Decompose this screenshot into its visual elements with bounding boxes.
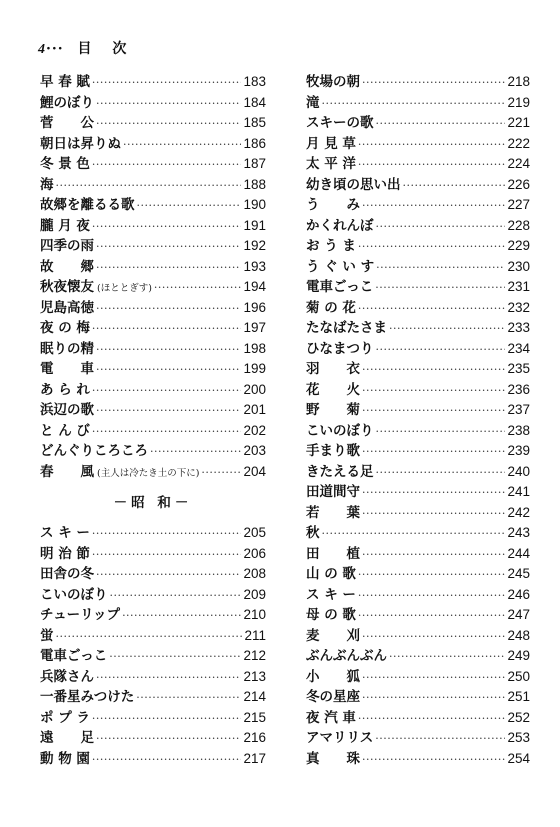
leader-dots [96, 343, 241, 356]
leader-dots [96, 261, 241, 274]
leader-dots [376, 117, 506, 130]
leader-dots [358, 138, 506, 151]
toc-entry[interactable] [306, 644, 530, 665]
entry-page-number: 226 [507, 176, 530, 192]
leader-dots [150, 445, 241, 458]
leader-dots [92, 527, 242, 540]
toc-entry[interactable] [306, 234, 530, 255]
leader-dots [56, 630, 243, 643]
leader-dots [136, 691, 241, 704]
entry-page-number: 201 [243, 402, 266, 417]
entry-title: 真 珠 [306, 750, 360, 767]
entry-title: 故郷を離るる歌 [40, 197, 135, 213]
leader-dots [96, 404, 241, 417]
toc-entry[interactable] [40, 726, 266, 747]
entry-title: 幼き頃の思い出 [306, 176, 401, 193]
entry-page-number: 209 [243, 586, 266, 602]
toc-entry[interactable] [306, 214, 530, 235]
toc-entry[interactable] [306, 726, 530, 747]
entry-page-number: 197 [243, 320, 266, 335]
entry-title: 鯉のぼり [40, 94, 94, 111]
entry-page-number: 196 [243, 299, 266, 315]
toc-entry[interactable] [40, 214, 266, 235]
toc-entry[interactable] [40, 624, 266, 645]
toc-list-taisho [40, 70, 266, 480]
entry-title: 電車ごっこ [306, 279, 374, 295]
entry-title: 一番星みつけた [40, 689, 135, 705]
entry-title: 麦 刈 [306, 627, 360, 644]
leader-dots [362, 671, 505, 684]
entry-title: 動 物 園 [40, 750, 90, 767]
leader-dots [96, 302, 241, 315]
entry-title: 花 火 [306, 381, 360, 398]
toc-entry[interactable] [40, 111, 266, 132]
entry-title: 電車ごっこ [40, 648, 108, 664]
entry-title: 四季の雨 [40, 238, 94, 254]
entry-title: こいのぼり [306, 422, 374, 439]
leader-dots [362, 630, 505, 643]
entry-title: 夜 汽 車 [306, 709, 356, 726]
toc-entry[interactable] [306, 624, 530, 645]
entry-page-number: 229 [507, 238, 530, 253]
entry-title: 兵隊さん [40, 668, 94, 685]
toc-entry[interactable] [306, 70, 530, 91]
entry-page-number: 221 [507, 115, 530, 130]
entry-title: 故 郷 [40, 258, 94, 275]
entry-page-number: 188 [243, 176, 266, 192]
entry-page-number: 183 [243, 74, 266, 89]
entry-page-number: 248 [507, 627, 530, 643]
toc-entry[interactable] [40, 234, 266, 255]
toc-entry[interactable] [40, 337, 266, 358]
entry-title: 野 菊 [306, 402, 360, 418]
toc-entry[interactable] [306, 562, 530, 583]
entry-title: 手まり歌 [306, 443, 360, 459]
toc-entry[interactable] [306, 111, 530, 132]
toc-entry[interactable] [306, 583, 530, 604]
entry-title: 冬の星座 [306, 689, 360, 705]
toc-entry[interactable] [306, 275, 530, 296]
page-header [38, 38, 134, 58]
leader-dots [92, 158, 242, 171]
leader-dots [122, 609, 241, 622]
leader-dots [358, 712, 506, 725]
toc-entry[interactable] [40, 542, 266, 563]
toc-entry[interactable] [40, 173, 266, 194]
toc-entry[interactable] [40, 275, 266, 296]
entry-page-number: 190 [243, 197, 266, 212]
entry-page-number: 200 [243, 381, 266, 397]
leader-dots [362, 548, 505, 561]
leader-dots [375, 732, 505, 745]
leader-dots [358, 609, 506, 622]
leader-dots [362, 445, 505, 458]
leader-dots [109, 650, 241, 663]
entry-page-number: 216 [243, 730, 266, 745]
entry-page-number: 246 [507, 586, 530, 602]
leader-dots [389, 322, 505, 335]
leader-dots [362, 404, 505, 417]
toc-entry[interactable] [306, 398, 530, 419]
leader-dots [403, 179, 506, 192]
leader-dots [92, 425, 242, 438]
toc-entry[interactable] [306, 747, 530, 768]
entry-title: う み [306, 197, 360, 213]
entry-page-number: 205 [243, 525, 266, 540]
entry-page-number: 253 [507, 730, 530, 745]
entry-title: 菊 の 花 [306, 299, 356, 316]
page-title: 目 次 [77, 41, 135, 57]
entry-page-number: 206 [243, 545, 266, 561]
entry-page-number: 193 [243, 258, 266, 274]
entry-title: 母 の 歌 [306, 607, 356, 623]
entry-page-number: 233 [507, 320, 530, 335]
toc-entry[interactable] [40, 419, 266, 440]
toc-entry[interactable] [306, 665, 530, 686]
leader-dots [92, 76, 242, 89]
toc-entry[interactable] [40, 583, 266, 604]
toc-entry[interactable] [306, 378, 530, 399]
toc-entry[interactable] [40, 398, 266, 419]
entry-title: スキーの歌 [306, 115, 374, 131]
entry-title: 海 [40, 176, 54, 193]
entry-title: アマリリス [306, 730, 374, 746]
leader-dots [375, 281, 505, 294]
leader-dots [110, 589, 242, 602]
toc-right-column [306, 70, 530, 767]
entry-page-number: 224 [507, 156, 530, 171]
entry-page-number: 217 [243, 750, 266, 766]
entry-title: ぶんぶんぶん [306, 648, 387, 664]
leader-dots [201, 466, 241, 479]
toc-entry[interactable] [306, 685, 530, 706]
entry-title: ひなまつり [306, 340, 374, 357]
leader-dots [92, 548, 242, 561]
entry-page-number: 247 [507, 607, 530, 622]
toc-entry[interactable] [40, 562, 266, 583]
entry-page-number: 184 [243, 94, 266, 110]
leader-dots [376, 466, 506, 479]
entry-page-number: 194 [243, 279, 266, 294]
entry-page-number: 249 [507, 648, 530, 663]
entry-title: 秋夜懐友 [40, 279, 94, 295]
leader-dots [362, 76, 505, 89]
header-dots: ··· [46, 41, 64, 57]
entry-title: チューリップ [40, 607, 121, 623]
entry-title: 小 狐 [306, 668, 360, 685]
entry-page-number: 210 [243, 607, 266, 622]
leader-dots [322, 527, 506, 540]
section-heading-showa: －昭 和－ [113, 494, 193, 511]
toc-entry[interactable] [306, 603, 530, 624]
entry-page-number: 192 [243, 238, 266, 253]
entry-title: 児島高徳 [40, 299, 94, 316]
entry-title: ポ プ ラ [40, 709, 90, 726]
entry-page-number: 212 [243, 648, 266, 663]
entry-title: 遠 足 [40, 730, 94, 746]
entry-page-number: 250 [507, 668, 530, 684]
leader-dots [96, 240, 241, 253]
entry-subtitle: (ほととぎす) [97, 283, 152, 294]
leader-dots [96, 568, 241, 581]
leader-dots [376, 261, 505, 274]
toc-entry[interactable] [40, 644, 266, 665]
entry-title: あ ら れ [40, 381, 90, 398]
toc-entry[interactable] [306, 542, 530, 563]
entry-page-number: 251 [507, 689, 530, 704]
toc-entry[interactable] [306, 173, 530, 194]
entry-title: 秋 [306, 525, 320, 541]
entry-title: 春 風 [40, 463, 94, 480]
entry-title: 蛍 [40, 627, 54, 644]
toc-entry[interactable] [40, 357, 266, 378]
entry-title: 若 葉 [306, 504, 360, 521]
entry-page-number: 238 [507, 422, 530, 438]
toc-entry[interactable] [40, 747, 266, 768]
leader-dots [389, 650, 505, 663]
entry-page-number: 219 [507, 94, 530, 110]
toc-entry[interactable] [40, 706, 266, 727]
entry-title: 朝日は昇りぬ [40, 135, 121, 152]
entry-page-number: 208 [243, 566, 266, 581]
toc-entry[interactable] [306, 255, 530, 276]
entry-title: 滝 [306, 94, 320, 111]
leader-dots [92, 712, 242, 725]
entry-title: 山 の 歌 [306, 566, 356, 582]
entry-page-number: 199 [243, 361, 266, 376]
toc-entry[interactable] [40, 603, 266, 624]
leader-dots [362, 691, 505, 704]
toc-entry[interactable] [40, 296, 266, 317]
leader-dots [362, 507, 505, 520]
leader-dots [362, 486, 505, 499]
toc-entry[interactable] [40, 132, 266, 153]
entry-title: 月 見 草 [306, 135, 356, 152]
entry-page-number: 254 [507, 750, 530, 766]
entry-page-number: 191 [243, 217, 266, 233]
leader-dots [56, 179, 242, 192]
entry-page-number: 240 [507, 463, 530, 479]
page-number: 4 [38, 42, 46, 57]
leader-dots [96, 732, 241, 745]
toc-list-showa [40, 521, 266, 767]
leader-dots [92, 384, 242, 397]
entry-page-number: 234 [507, 340, 530, 356]
leader-dots [358, 568, 506, 581]
toc-entry[interactable] [40, 460, 266, 481]
toc-entry[interactable] [306, 152, 530, 173]
entry-page-number: 241 [507, 484, 530, 499]
leader-dots [362, 363, 505, 376]
toc-entry[interactable] [306, 521, 530, 542]
toc-list-right [306, 70, 530, 767]
entry-page-number: 228 [507, 217, 530, 233]
toc-entry[interactable] [306, 439, 530, 460]
entry-title: 浜辺の歌 [40, 402, 94, 418]
toc-entry[interactable] [40, 685, 266, 706]
entry-page-number: 222 [507, 135, 530, 151]
leader-dots [358, 302, 506, 315]
toc-left-column [40, 70, 266, 767]
leader-dots [358, 158, 506, 171]
leader-dots [358, 589, 506, 602]
leader-dots [92, 220, 242, 233]
toc-entry[interactable] [306, 501, 530, 522]
leader-dots [92, 753, 242, 766]
toc-entry[interactable] [40, 70, 266, 91]
leader-dots [154, 281, 242, 294]
toc-entry[interactable] [306, 337, 530, 358]
entry-title: 牧場の朝 [306, 74, 360, 90]
leader-dots [92, 322, 242, 335]
entry-title: たなばたさま [306, 320, 387, 336]
entry-page-number: 227 [507, 197, 530, 212]
entry-page-number: 245 [507, 566, 530, 581]
entry-title: 明 治 節 [40, 545, 90, 562]
toc-entry[interactable] [40, 255, 266, 276]
entry-title: 羽 衣 [306, 361, 360, 377]
entry-title: う ぐ い す [306, 258, 375, 275]
entry-page-number: 252 [507, 709, 530, 725]
entry-title: お う ま [306, 238, 356, 254]
leader-dots [96, 97, 241, 110]
entry-page-number: 231 [507, 279, 530, 294]
toc-entry[interactable] [40, 521, 266, 542]
toc-entry[interactable] [306, 419, 530, 440]
entry-page-number: 239 [507, 443, 530, 458]
entry-title: どんぐりころころ [40, 443, 148, 459]
entry-page-number: 242 [507, 504, 530, 520]
toc-entry[interactable] [306, 460, 530, 481]
entry-title: きたえる足 [306, 463, 374, 480]
leader-dots [96, 363, 241, 376]
entry-title: 電 車 [40, 361, 94, 377]
entry-page-number: 202 [243, 422, 266, 438]
entry-page-number: 203 [243, 443, 266, 458]
toc-entry[interactable] [40, 316, 266, 337]
entry-title: ス キ ー [40, 525, 90, 541]
toc-entry[interactable] [306, 296, 530, 317]
entry-page-number: 213 [243, 668, 266, 684]
toc-entry[interactable] [40, 665, 266, 686]
toc-entry[interactable] [40, 152, 266, 173]
entry-page-number: 235 [507, 361, 530, 376]
leader-dots [376, 343, 506, 356]
toc-entry[interactable] [40, 439, 266, 460]
entry-title: 眠りの精 [40, 340, 94, 357]
leader-dots [358, 240, 506, 253]
entry-page-number: 186 [243, 135, 266, 151]
entry-title: こいのぼり [40, 586, 108, 603]
entry-page-number: 204 [243, 463, 266, 479]
entry-page-number: 218 [507, 74, 530, 89]
toc-entry[interactable] [40, 91, 266, 112]
toc-entry[interactable] [306, 132, 530, 153]
entry-title: 夜 の 梅 [40, 320, 90, 336]
entry-title: 冬 景 色 [40, 156, 90, 172]
entry-page-number: 185 [243, 115, 266, 130]
entry-title: 田舎の冬 [40, 566, 94, 582]
entry-title: 早 春 賦 [40, 74, 90, 90]
leader-dots [123, 138, 241, 151]
leader-dots [137, 199, 242, 212]
toc-entry[interactable] [306, 193, 530, 214]
leader-dots [362, 753, 505, 766]
entry-page-number: 244 [507, 545, 530, 561]
toc-entry[interactable] [40, 378, 266, 399]
leader-dots [362, 384, 505, 397]
entry-subtitle: (主人は冷たき土の下に) [97, 467, 200, 479]
leader-dots [322, 97, 506, 110]
toc-entry[interactable] [306, 316, 530, 337]
toc-entry[interactable] [306, 706, 530, 727]
toc-entry[interactable] [306, 357, 530, 378]
entry-page-number: 187 [243, 156, 266, 171]
leader-dots [96, 671, 241, 684]
leader-dots [362, 199, 505, 212]
entry-title: かくれんぼ [306, 217, 374, 234]
entry-page-number: 230 [507, 258, 530, 274]
entry-page-number: 237 [507, 402, 530, 417]
leader-dots [376, 220, 506, 233]
leader-dots [96, 117, 241, 130]
toc-entry[interactable] [306, 91, 530, 112]
entry-title: ス キ ー [306, 586, 356, 603]
toc-entry[interactable] [40, 193, 266, 214]
entry-title: 田道間守 [306, 484, 360, 500]
entry-page-number: 214 [243, 689, 266, 704]
entry-title: 太 平 洋 [306, 156, 356, 172]
entry-page-number: 215 [243, 709, 266, 725]
entry-page-number: 243 [507, 525, 530, 540]
leader-dots [376, 425, 506, 438]
entry-page-number: 236 [507, 381, 530, 397]
entry-page-number: 232 [507, 299, 530, 315]
entry-title: 田 植 [306, 545, 360, 562]
toc-entry[interactable] [306, 480, 530, 501]
entry-page-number: 198 [243, 340, 266, 356]
entry-title: 朧 月 夜 [40, 217, 90, 234]
entry-title: と ん び [40, 422, 90, 439]
entry-page-number: 211 [244, 627, 266, 643]
entry-title: 菅 公 [40, 115, 94, 131]
